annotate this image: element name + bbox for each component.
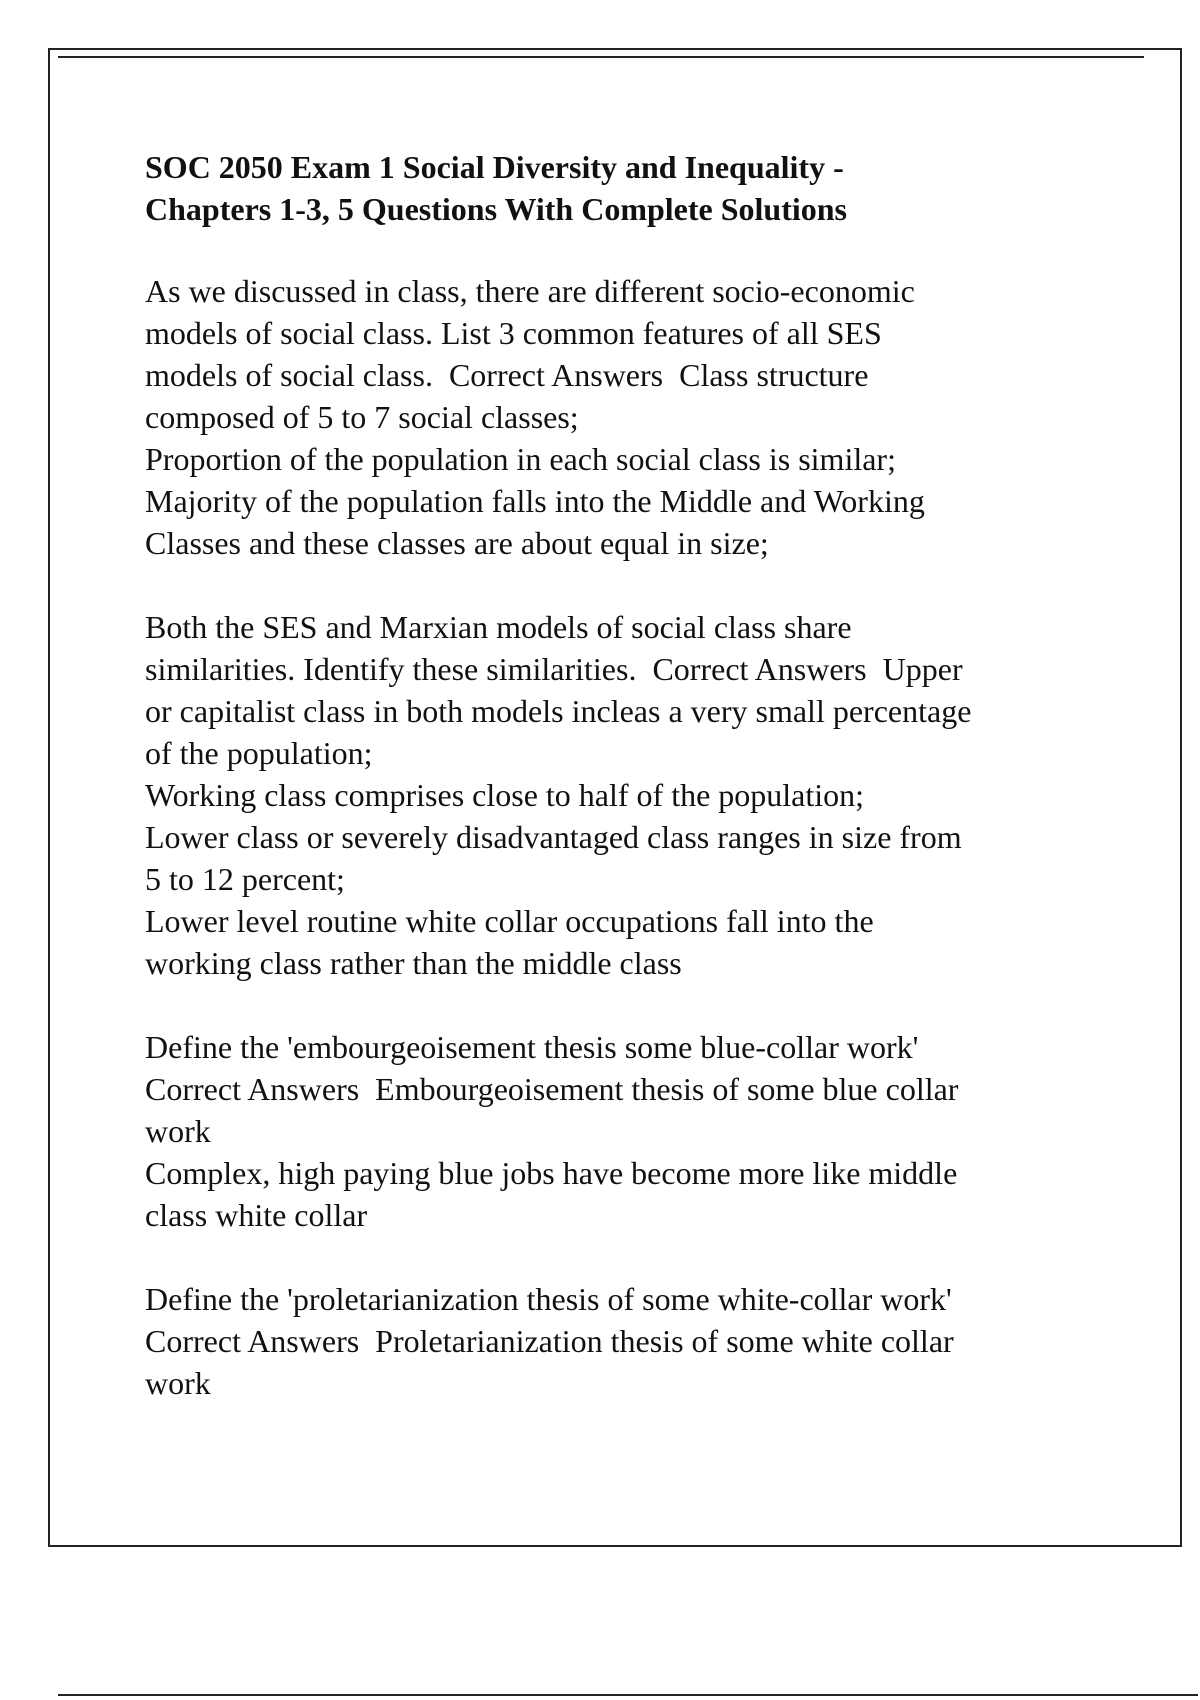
text-line: Lower class or severely disadvantaged class ranges in size from bbox=[145, 819, 962, 855]
text-line: As we discussed in class, there are different socio-economic bbox=[145, 273, 915, 309]
text-line: models of social class. List 3 common features of all SES bbox=[145, 315, 882, 351]
text-line: work bbox=[145, 1365, 211, 1401]
text-line: Define the 'embourgeoisement thesis some blue-collar work' bbox=[145, 1029, 919, 1065]
text-line: Working class comprises close to half of the population; bbox=[145, 777, 865, 813]
text-line: Define the 'proletarianization thesis of some white-collar work' bbox=[145, 1281, 952, 1317]
text-line: Classes and these classes are about equal in size; bbox=[145, 525, 769, 561]
text-line: Correct Answers Proletarianization thesis of some white collar bbox=[145, 1323, 954, 1359]
text-line: class white collar bbox=[145, 1197, 368, 1233]
text-line: of the population; bbox=[145, 735, 373, 771]
question-block-4 bbox=[145, 1278, 1105, 1404]
text-line: Proportion of the population in each social class is similar; bbox=[145, 441, 896, 477]
text-line: composed of 5 to 7 social classes; bbox=[145, 399, 579, 435]
title-line: Chapters 1-3, 5 Questions With Complete Solutions bbox=[145, 191, 847, 227]
text-line: working class rather than the middle class bbox=[145, 945, 682, 981]
document-title bbox=[145, 146, 1105, 230]
text-line: Majority of the population falls into the Middle and Working bbox=[145, 483, 925, 519]
text-line: or capitalist class in both models incleas a very small percentage bbox=[145, 693, 972, 729]
question-block-2 bbox=[145, 606, 1105, 984]
text-line: models of social class. Correct Answers Class structure bbox=[145, 357, 869, 393]
text-line: Complex, high paying blue jobs have become more like middle bbox=[145, 1155, 958, 1191]
question-block-3 bbox=[145, 1026, 1105, 1236]
question-block-1 bbox=[145, 270, 1105, 564]
title-line: SOC 2050 Exam 1 Social Diversity and Inequality - bbox=[145, 149, 844, 185]
document-body bbox=[145, 146, 1105, 1446]
text-line: similarities. Identify these similarities. Correct Answers Upper bbox=[145, 651, 963, 687]
text-line: Both the SES and Marxian models of social class share bbox=[145, 609, 852, 645]
bottom-rule bbox=[58, 1694, 1198, 1696]
text-line: Correct Answers Embourgeoisement thesis of some blue collar bbox=[145, 1071, 959, 1107]
text-line: 5 to 12 percent; bbox=[145, 861, 345, 897]
text-line: work bbox=[145, 1113, 211, 1149]
top-rule bbox=[58, 56, 1144, 58]
text-line: Lower level routine white collar occupations fall into the bbox=[145, 903, 874, 939]
